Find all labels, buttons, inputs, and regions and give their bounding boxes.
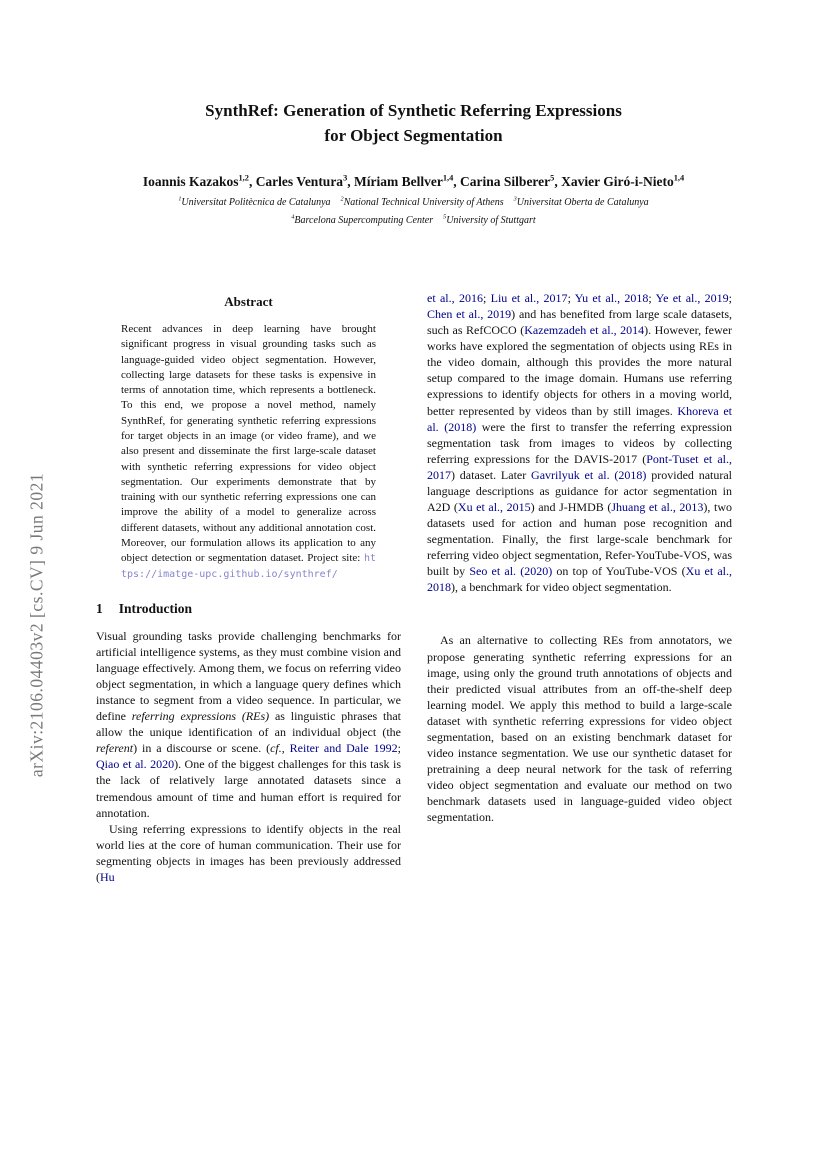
citation-link[interactable]: Chen et al., 2019	[427, 307, 512, 322]
paper-title-line-2: for Object Segmentation	[324, 125, 503, 145]
citation-link[interactable]: Kazemzadeh et al., 2014	[524, 323, 645, 338]
citation-link[interactable]: Xu et al., 2018	[427, 564, 732, 595]
citation-link[interactable]: et al., 2016	[427, 291, 483, 305]
citation-link[interactable]: Ye et al., 2019	[655, 291, 729, 305]
paper-title-line-1: SynthRef: Generation of Synthetic Referring Expressions	[205, 101, 622, 120]
arxiv-watermark: arXiv:2106.04403v2 [cs.CV] 9 Jun 2021	[26, 472, 47, 778]
abstract-body: Recent advances in deep learning have brought significant progress in visual grounding tasks such as language-guided video object segmentation. However, collecting large datasets for these tasks is expensive in terms of annotation time, which represents a bottleneck. To this end, we propose a novel method, namely SynthRef, for generating synthetic referring expressions for target objects in an image (or video frame), and we also present and disseminate the first large-scale dataset with synthetic referring expressions for video object segmentation. Our experiments demonstrate that by training with our synthetic referring expressions one can improve the ability of a model to generalize across different datasets, without any additional annotation cost. Moreover, our formulation allows its application to any object detection or segmentation dataset. Project site: https://imatge-upc.github.io/synthref/	[121, 323, 376, 580]
citation-link[interactable]: Xu et al., 2015	[457, 500, 531, 515]
right-column-paragraph-1: et al., 2016; Liu et al., 2017; Yu et al., 2018; Ye et al., 2019; Chen et al., 2019) and has benefited from large scale datasets, such as RefCOCO (Kazemzadeh et al., 2014). However, fewer works have explored the segmentation of objects using REs in the video domain, although this provides the more natural setup compared to the image domain. Humans use referring expressions to identify objects for others in a moving world, better represented by videos than by still images. Khoreva et al. (2018) were the first to transfer the referring expression segmentation task from images to videos by collecting referring expressions for the DAVIS-2017 (Pont-Tuset et al., 2017) dataset. Later Gavrilyuk et al. (2018) provided natural language descriptions as guidance for actor segmentation in A2D (Xu et al., 2015) and J-HMDB (Jhuang et al., 2013), two datasets used for action and human pose recognition and segmentation. Finally, the first large-scale benchmark for referring video object segmentation, Refer-YouTube-VOS, was built by Seo et al. (2020) on top of YouTube-VOS (Xu et al., 2018), a benchmark for video object segmentation.	[427, 291, 733, 595]
abstract-section	[96, 294, 401, 582]
citation-link[interactable]: Khoreva et al. (2018)	[427, 403, 732, 434]
citation-link[interactable]: Seo et al. (2020)	[469, 564, 553, 579]
citation-link[interactable]: Jhuang et al., 2013	[611, 500, 704, 515]
affiliations-line-2: $^4$Barcelona Supercomputing Center $^5$University of Stuttgart	[291, 213, 536, 227]
section-number: 1	[96, 600, 103, 616]
citation-link[interactable]: Qiao et al. 2020	[96, 757, 175, 772]
abstract-heading: Abstract	[224, 294, 273, 309]
intro-paragraph-1: Visual grounding tasks provide challenging benchmarks for artificial intelligence systems, as they must combine vision and language effectively. Among them, we focus on referring video object segmentation, in which a language query defines which instance to segment from a video sequence. In particular, we define referring expressions (REs) as linguistic phrases that allow the unique identification of an individual object (the referent) in a discourse or scene. (cf., Reiter and Dale 1992; Qiao et al. 2020). One of the biggest challenges for this task is the lack of relatively large annotated datasets since a tremendous amount of time and human effort is required for annotation.	[96, 628, 401, 820]
section-heading-introduction	[96, 601, 401, 617]
section-title: Introduction	[118, 600, 193, 616]
left-column	[96, 290, 401, 885]
intro-paragraph-2: Using referring expressions to identify objects in the real world lies at the core of human communication. Their use for segmenting objects in images has been previously addressed (Hu	[96, 821, 401, 884]
affiliations-line-1: $^1$Universitat Politècnica de Catalunya $^2$National Technical University of Athens $^3$Universitat Oberta de Catalunya	[178, 195, 649, 209]
paper-header	[0, 99, 827, 226]
paper-title	[0, 99, 827, 148]
authors-line: Ioannis Kazakos$^{1,2}$, Carles Ventura$^3$, Míriam Bellver$^{1,4}$, Carina Silberer$^5$, Xavier Giró-i-Nieto$^{1,4}$	[142, 173, 685, 190]
project-url-link[interactable]: https://imatge-upc.github.io/synthref/	[121, 553, 376, 580]
citation-link[interactable]: Reiter and Dale 1992	[289, 741, 398, 756]
citation-link[interactable]: Gavrilyuk et al. (2018)	[531, 467, 647, 482]
right-column	[427, 290, 732, 885]
citation-link[interactable]: Yu et al., 2018	[574, 291, 649, 305]
right-column-paragraph-2: As an alternative to collecting REs from annotators, we propose generating synthetic referring expressions for an image, using only the ground truth annotations of objects and their predicted visual attributes from an off-the-shelf deep learning model. We apply this method to build a large-scale dataset with synthetic referring expressions for video object segmentation, based on an existing benchmark dataset for video instance segmentation. We use our synthetic dataset for pretraining a deep neural network for the task of referring video object segmentation and evaluate our method on two benchmark datasets used in language-guided video object segmentation.	[427, 633, 732, 825]
two-column-body	[96, 290, 732, 885]
citation-link[interactable]: Pont-Tuset et al., 2017	[427, 451, 732, 482]
citation-link[interactable]: Liu et al., 2017	[490, 291, 568, 305]
citation-link[interactable]: Hu	[100, 869, 115, 884]
